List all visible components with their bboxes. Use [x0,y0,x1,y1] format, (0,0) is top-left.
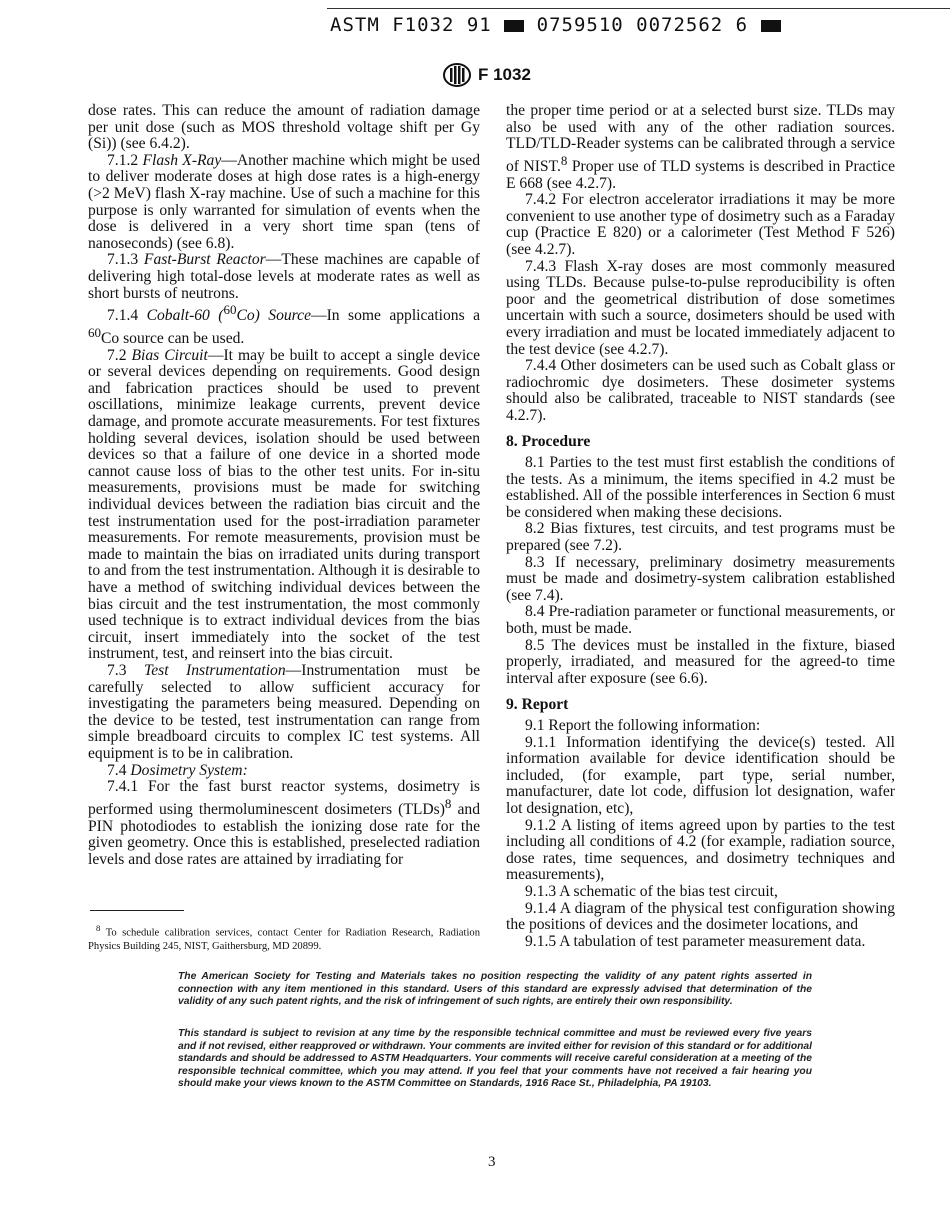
document-code-header [330,14,781,36]
paragraph-7-4-3: 7.4.3 Flash X-ray doses are most commonly measured using TLDs. Because pulse-to-pulse reproducibility is often poor and the geometrical distribution of dose sometimes uncertain with such a source, dosimeters should be used with every irradiation and must be located immediately adjacent to the test device (see 4.2.7). [506,257,895,358]
revision-notice: This standard is subject to revision at any time by the responsible technical committee and must be reviewed every five years and if not revised, either reapproved or withdrawn. Your comments are invited either for revision of this standard or for additional standards and should be addressed to ASTM Headquarters. Your comments will receive careful consideration at a meeting of the responsible technical committee, which you may attend. If you feel that your comments have not received a fair hearing you should make your views known to the ASTM Committee on Standards, 1916 Race St., Philadelphia, PA 19103. [178,1028,812,1090]
header-rule [327,8,950,9]
paragraph: the proper time period or at a selected burst size. TLDs may also be used with any of the other radiation sources. TLD/TLD-Reader systems can be calibrated through a service of NIST.$^8$ Proper use of TLD systems is described in Practice E 668 (see 4.2.7). [506,102,895,192]
paragraph-8-4: 8.4 Pre-radiation parameter or functional measurements, or both, must be made. [506,603,895,637]
header-code-left: ASTM F1032 91 [330,14,492,36]
paragraph-7-1-4: 7.1.4 Cobalt-60 ($^{60}$Co) Source—In some applications a $^{60}$Co source can be used. [88,302,481,348]
paragraph-7-4: 7.4 Dosimetry System: [107,761,248,779]
footnote-rule [90,910,184,911]
standard-header [442,63,531,87]
paragraph: dose rates. This can reduce the amount of radiation damage per unit dose (such as MOS threshold voltage shift per Gy (Si)) (see 6.4.2). [88,102,480,153]
paragraph-9-1: 9.1 Report the following information: [525,716,761,734]
footnote-8: $^8$ To schedule calibration services, contact Center for Radiation Research, Radiation Physics Building 245, NIST, Gaithersburg, MD 20899. [88,923,480,952]
paragraph-7-4-1: 7.4.1 For the fast burst reactor systems, dosimetry is performed using thermoluminescent dosimeters (TLDs)$^8$ and PIN photodiodes to establish the ionizing dose rate for the given geometry. Once this is established, preselected radiation levels and dose rates are attained by irradiating for [88,778,481,868]
paragraph-9-1-2: 9.1.2 A listing of items agreed upon by parties to the test including all conditions of 4.2 (for example, radiation source, dose rates, time sequences, and dosimetry techniques and measurements), [506,816,895,884]
redaction-block [761,20,781,32]
paragraph-8-2: 8.2 Bias fixtures, test circuits, and test programs must be prepared (see 7.2). [506,520,895,555]
section-heading-report: 9. Report [506,696,569,714]
paragraph-9-1-5: 9.1.5 A tabulation of test parameter measurement data. [525,932,866,950]
paragraph-7-4-2: 7.4.2 For electron accelerator irradiations it may be more convenient to use another type of dosimetry such as a Faraday cup (Practice E 820) or a calorimeter (Test Method F 526) (see 4.2.7). [506,191,895,258]
page-number: 3 [488,1154,496,1170]
header-code-mid: 0759510 0072562 6 [536,14,749,36]
right-column [506,103,895,950]
redaction-block [504,20,524,32]
patent-notice: The American Society for Testing and Materials takes no position respecting the validity of any patent rights asserted in connection with any item mentioned in this standard. Users of this standard are expressly advised that determination of the validity of any such patent rights, and the risk of infringement of such rights, are entirely their own responsibility. [178,971,812,1008]
paragraph-7-1-3: 7.1.3 Fast-Burst Reactor—These machines are capable of delivering high total-dose levels at moderate rates as well as short bursts of neutrons. [88,251,481,302]
paragraph-7-1-2: 7.1.2 Flash X-Ray—Another machine which might be used to deliver moderate doses at high dose rates is a high-energy (>2 MeV) flash X-ray machine. Use of such a machine for this purpose is only warranted for simulation of events when the dose is delivered in a very short time span (tens of nanoseconds) (see 6.8). [88,151,480,252]
paragraph-8-5: 8.5 The devices must be installed in the fixture, biased properly, irradiated, and measured for the agreed-to time interval after exposure (see 6.6). [506,636,895,687]
paragraph-7-3: 7.3 Test Instrumentation—Instrumentation must be carefully selected to allow sufficient accuracy for investigating the parameters being measured. Depending on the device to be tested, test instrumentation can range from simple breadboard circuits to complex IC test systems. All equipment is to be in calibration. [88,661,480,762]
paragraph-8-1: 8.1 Parties to the test must first establish the conditions of the tests. As a minimum, the items specified in 4.2 must be established. All of the possible interferences in Section 6 must be considered when making these decisions. [506,454,895,521]
paragraph-9-1-1: 9.1.1 Information identifying the device(s) tested. All information available for device identification should be included, (for example, part type, serial number, manufacturer, date lot code, diffusion lot designation, wafer lot designation, etc), [506,733,895,817]
paragraph-9-1-4: 9.1.4 A diagram of the physical test configuration showing the positions of devices and the dosimeter locations, and [506,899,895,934]
paragraph-7-2: 7.2 Bias Circuit—It may be built to accept a single device or several devices depending on requirements. Good design and fabrication practices should be used to prevent oscillations, minimize leakage currents, prevent device damage, and promote accurate measurements. For test fixtures holding several devices, isolation should be used between devices so that a failure of one device in a shorted mode cannot cause loss of bias to the other test units. For in-situ measurements, provisions must be made for switching individual devices between the radiation bias circuit and the test instrumentation used for the post-irradiation parameter measurements. For remote measurements, provision must be made to maintain the bias on irradiated units during transport to and from the test instrumentation. Although it is desirable to have a method of switching individual devices between the bias circuit and the test instrumentation, the most commonly used technique is to extract individual devices from the bias circuit, insert immediately into the socket of the test instrument, test, and reinsert into the bias circuit. [88,346,480,663]
standard-number: F 1032 [478,65,531,84]
astm-logo-icon [442,63,472,87]
paragraph-8-3: 8.3 If necessary, preliminary dosimetry measurements must be made and dosimetry-system calibration established (see 7.4). [506,553,895,604]
section-heading-procedure: 8. Procedure [506,433,591,451]
paragraph-7-4-4: 7.4.4 Other dosimeters can be used such as Cobalt glass or radiochromic dye dosimeters. These dosimeter systems should also be calibrated, traceable to NIST standards (see 4.2.7). [506,357,895,424]
left-column [88,103,480,868]
paragraph-9-1-3: 9.1.3 A schematic of the bias test circuit, [525,882,778,900]
